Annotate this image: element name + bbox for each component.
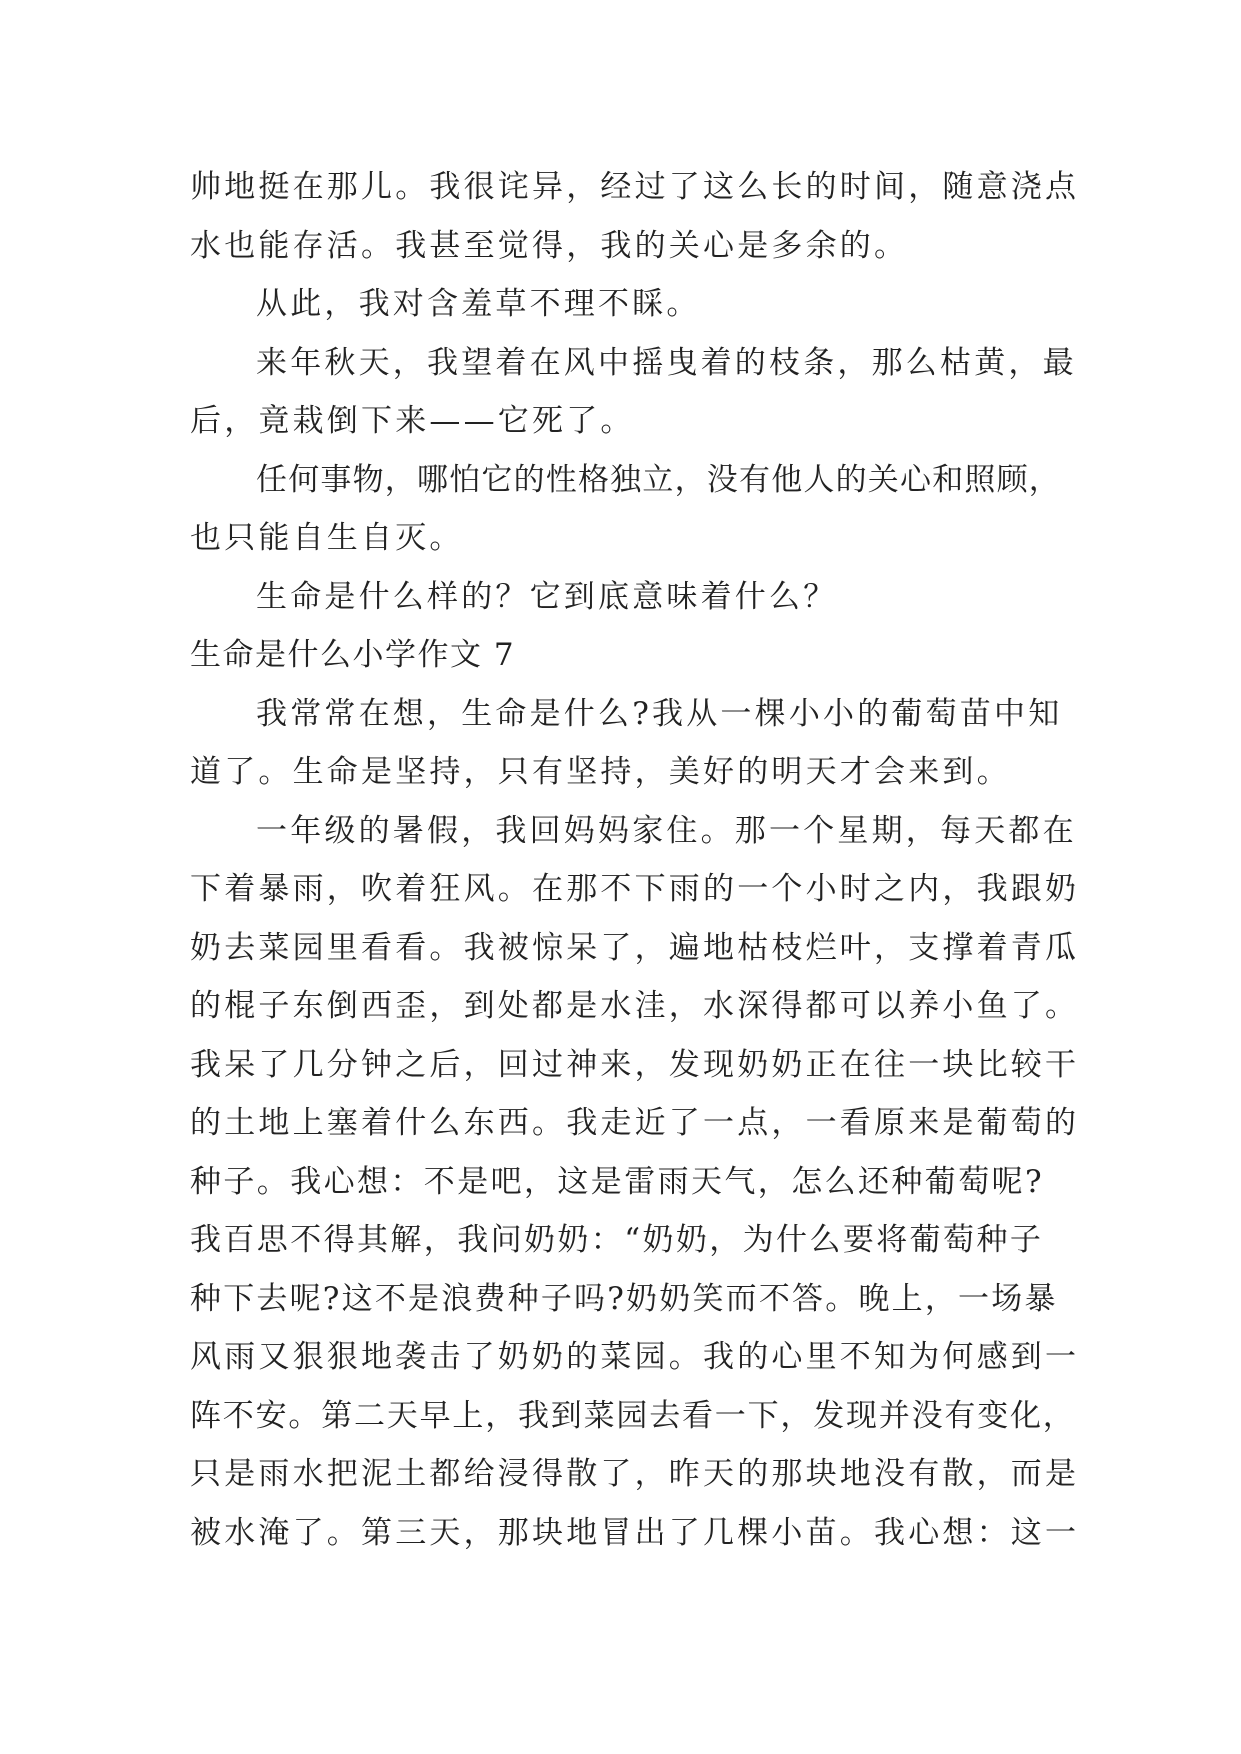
- text-line: 也只能自生自灭。: [190, 520, 464, 556]
- text-line: 风雨又狠狠地袭击了奶奶的菜园。我的心里不知为何感到一: [190, 1339, 1080, 1375]
- text-line: 被水淹了。第三天，那块地冒出了几棵小苗。我心想：这一: [190, 1514, 1080, 1551]
- text-line: 种子。我心想：不是吧，这是雷雨天气，怎么还种葡萄呢?: [190, 1163, 1045, 1200]
- text-line: 只是雨水把泥土都给浸得散了，昨天的那块地没有散，而是: [190, 1456, 1080, 1492]
- text-line: 奶去菜园里看看。我被惊呆了，遍地枯枝烂叶，支撑着青瓜: [190, 929, 1080, 966]
- text-line: 下着暴雨，吹着狂风。在那不下雨的一个小时之内，我跟奶: [190, 871, 1080, 907]
- section-heading: 生命是什么小学作文 7: [190, 637, 516, 673]
- essay-text: [190, 158, 1080, 1562]
- text-line: 道了。生命是坚持，只有坚持，美好的明天才会来到。: [190, 754, 1011, 790]
- text-line: 水也能存活。我甚至觉得，我的关心是多余的。: [190, 227, 909, 264]
- text-line: 一年级的暑假，我回妈妈家住。那一个星期，每天都在: [256, 812, 1077, 849]
- text-line: 后，竟栽倒下来——它死了。: [190, 403, 635, 439]
- text-line: 帅地挺在那儿。我很诧异，经过了这么长的时间，随意浇点: [190, 169, 1080, 205]
- text-line: 的棍子东倒西歪，到处都是水洼，水深得都可以养小鱼了。: [190, 988, 1080, 1024]
- text-line: 种下去呢?这不是浪费种子吗?奶奶笑而不答。晚上，一场暴: [190, 1280, 1058, 1317]
- text-line: 来年秋天，我望着在风中摇曳着的枝条，那么枯黄，最: [256, 344, 1077, 381]
- text-line: 我呆了几分钟之后，回过神来，发现奶奶正在往一块比较干: [190, 1046, 1080, 1083]
- text-line: 从此，我对含羞草不理不睬。: [256, 286, 701, 322]
- text-line: 任何事物，哪怕它的性格独立，没有他人的关心和照顾，: [256, 461, 1061, 498]
- text-line: 我常常在想，生命是什么?我从一棵小小的葡萄苗中知: [256, 695, 1063, 732]
- text-line: 的土地上塞着什么东西。我走近了一点，一看原来是葡萄的: [190, 1105, 1080, 1141]
- text-line: 阵不安。第二天早上，我到菜园去看一下，发现并没有变化，: [190, 1397, 1076, 1434]
- text-line: 生命是什么样的？它到底意味着什么？: [256, 578, 838, 615]
- text-line: 我百思不得其解，我问奶奶：“奶奶，为什么要将葡萄种子: [190, 1222, 1044, 1258]
